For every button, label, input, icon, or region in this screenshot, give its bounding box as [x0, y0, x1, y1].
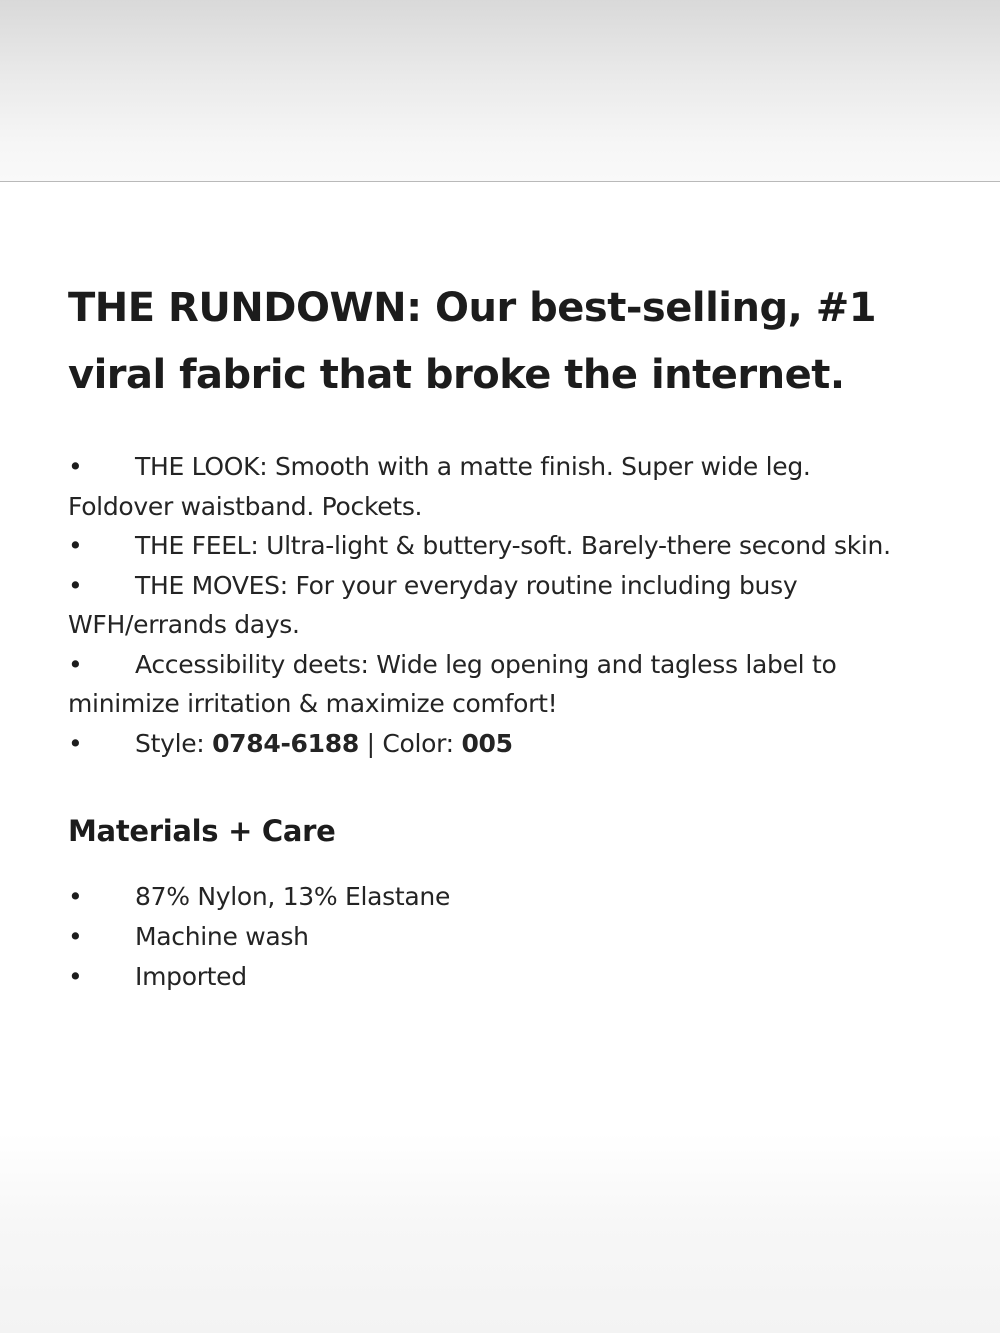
care-text: Imported [135, 962, 247, 991]
style-label: Style: [135, 728, 213, 758]
style-number: 0784-6188 [212, 728, 359, 758]
detail-text: Accessibility deets: Wide leg opening and tagless label to minimize irritation & maximize comfort! [68, 649, 837, 718]
headline: THE RUNDOWN: Our best-selling, #1 viral fabric that broke the internet. [68, 285, 877, 398]
bullet-icon: • [68, 882, 83, 911]
detail-text: THE MOVES: For your everyday routine including busy WFH/errands days. [68, 570, 798, 639]
care-item [68, 957, 948, 997]
style-separator: | [358, 728, 383, 758]
product-description [68, 275, 948, 997]
bullet-icon: • [68, 728, 83, 758]
materials-care-title: Materials + Care [68, 814, 336, 848]
color-code: 005 [461, 728, 513, 758]
detail-item-look [68, 447, 918, 526]
top-image-band [0, 0, 1000, 182]
bullet-icon: • [68, 570, 83, 600]
bullet-icon: • [68, 962, 83, 991]
color-label: Color: [382, 728, 462, 758]
details-list [68, 447, 918, 763]
detail-item-moves [68, 566, 918, 645]
bullet-icon: • [68, 452, 83, 481]
care-item [68, 877, 948, 917]
bottom-fade [0, 1133, 1000, 1333]
detail-text: THE LOOK: Smooth with a matte finish. Super wide leg. Foldover waistband. Pockets. [68, 452, 811, 521]
detail-item-accessibility [68, 645, 918, 724]
detail-text: THE FEEL: Ultra-light & buttery-soft. Barely-there second skin. [135, 531, 891, 560]
detail-item-style-color [68, 724, 918, 764]
care-item [68, 917, 948, 957]
care-text: Machine wash [135, 922, 309, 951]
care-text: 87% Nylon, 13% Elastane [135, 882, 451, 911]
detail-item-feel [68, 526, 918, 566]
bullet-icon: • [68, 531, 83, 560]
bullet-icon: • [68, 649, 83, 679]
materials-care-list [68, 877, 948, 997]
bullet-icon: • [68, 922, 83, 951]
